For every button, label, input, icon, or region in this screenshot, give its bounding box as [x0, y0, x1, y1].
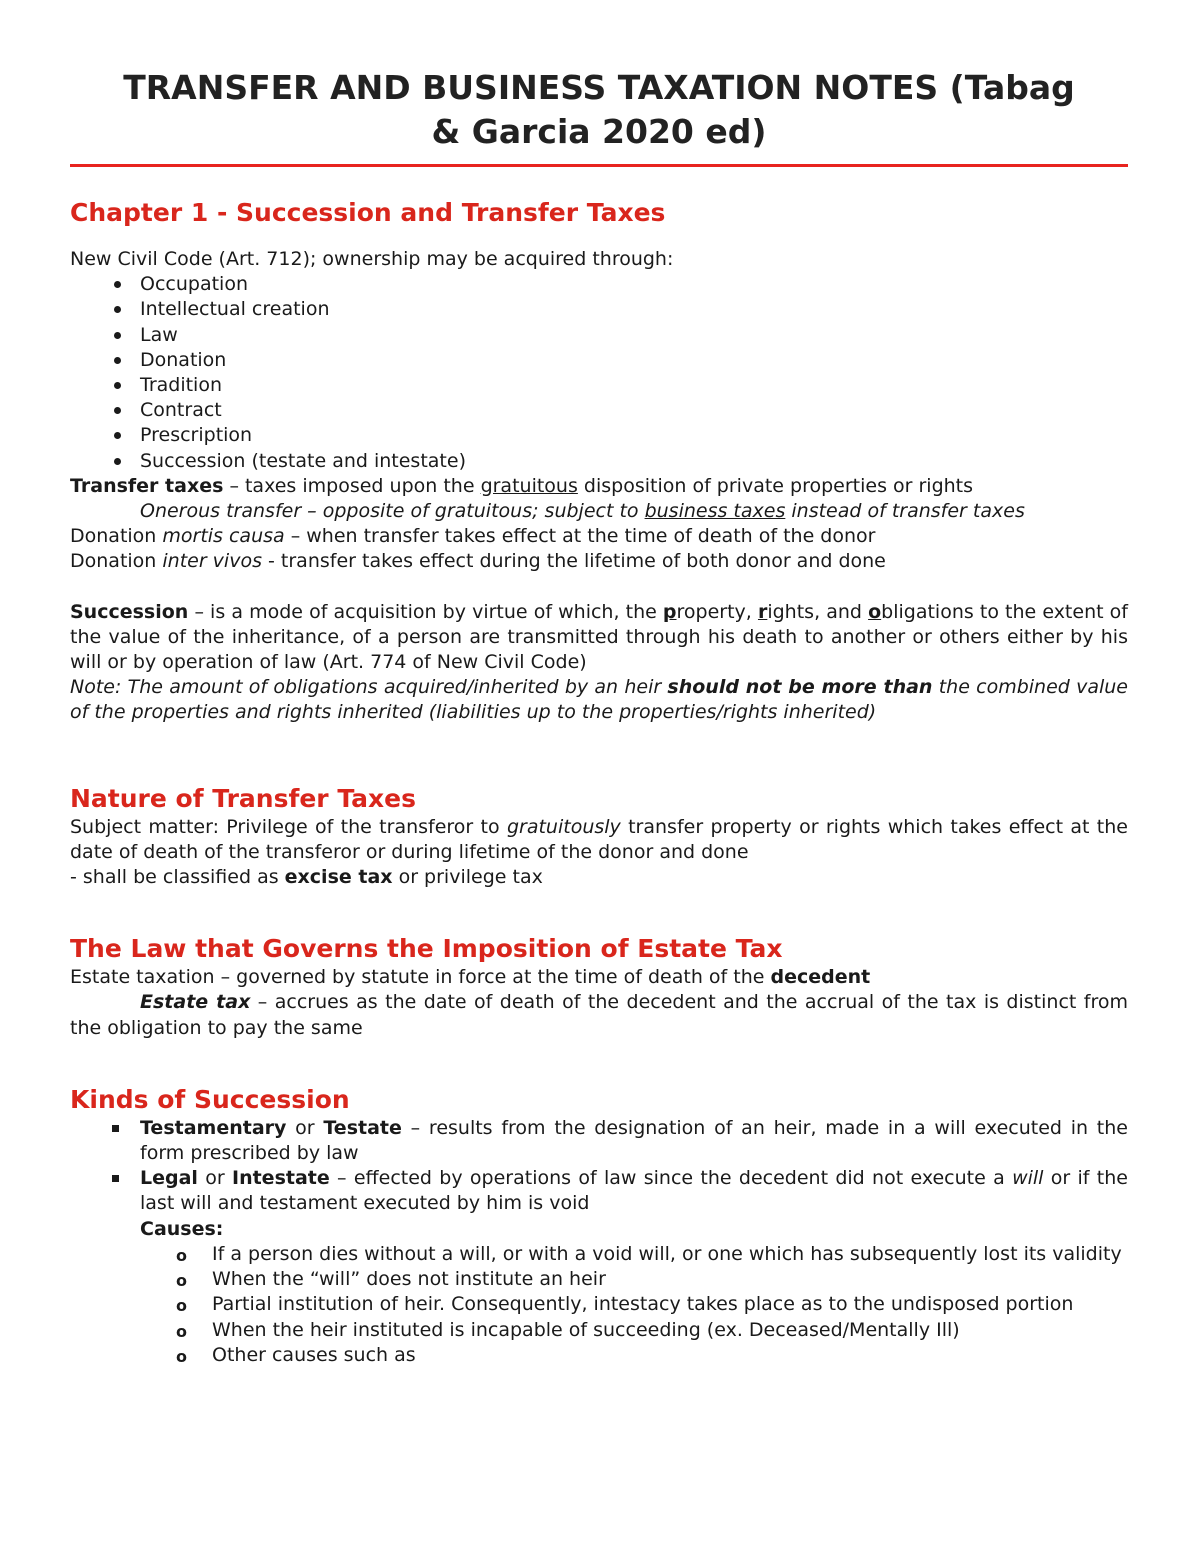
- text: – is a mode of acquisition by virtue of which, the: [188, 600, 663, 623]
- kinds-list: [70, 1116, 1128, 1217]
- bold-text: excise tax: [284, 866, 393, 889]
- term: Testate: [323, 1116, 402, 1139]
- title-line-2: & Garcia 2020 ed): [431, 112, 767, 151]
- text: the combined value of the properties and rights inherited (liabilities up to the properties/rights inherited): [70, 676, 1128, 724]
- transfer-taxes-definition: [70, 474, 1128, 499]
- chapter-1-heading: Chapter 1 - Succession and Transfer Taxes: [70, 198, 666, 227]
- title-rule: [70, 164, 1128, 167]
- list-item: Donation: [70, 348, 1128, 373]
- inter-vivos-definition: [70, 549, 1128, 574]
- text: instead of transfer taxes: [785, 500, 1025, 523]
- term: Estate tax: [140, 991, 251, 1014]
- term: Legal: [140, 1167, 198, 1190]
- title-line-1: TRANSFER AND BUSINESS TAXATION NOTES (Tabag: [123, 68, 1075, 107]
- term: Transfer taxes: [70, 474, 224, 497]
- text: or: [197, 1167, 232, 1190]
- underlined-text: gratuitous: [480, 474, 578, 497]
- underlined-text: business taxes: [644, 500, 786, 523]
- text: transfer property or rights which takes effect at the date of death of the transferor or during lifetime of the donor and done: [70, 815, 1128, 863]
- list-item: o Other causes such as: [70, 1343, 1128, 1368]
- text: – taxes imposed upon the: [223, 474, 481, 497]
- text: Donation: [70, 525, 163, 548]
- list-item: o Partial institution of heir. Consequently, intestacy takes place as to the undisposed portion: [70, 1292, 1128, 1317]
- text: Onerous transfer – opposite of gratuitous; subject to: [140, 500, 645, 523]
- term: Testamentary: [140, 1116, 287, 1139]
- document-title: [70, 66, 1128, 154]
- estate-taxation-text: [70, 965, 1128, 990]
- onerous-transfer-definition: [70, 499, 1128, 524]
- italic-text: inter vivos: [162, 550, 262, 573]
- text: – results from the designation of an heir, made in a will executed in the form prescribed by law: [140, 1116, 1128, 1165]
- nature-classification: [70, 865, 1128, 890]
- underlined-letter: r: [757, 600, 768, 623]
- text: Donation: [70, 550, 163, 573]
- italic-text: will: [1012, 1167, 1044, 1190]
- text: ights, and: [767, 600, 869, 623]
- list-item: [70, 1166, 1128, 1216]
- mortis-causa-definition: [70, 524, 1128, 549]
- causes-label: Causes:: [140, 1217, 224, 1240]
- text: - shall be classified as: [70, 866, 285, 889]
- text: – accrues as the date of death of the decedent and the accrual of the tax is distinct from the obligation to pay the same: [70, 991, 1129, 1039]
- document-page: [70, 66, 1128, 1368]
- list-item: o When the “will” does not institute an heir: [70, 1267, 1128, 1292]
- text: Estate taxation – governed by statute in force at the time of death of the: [70, 966, 771, 989]
- list-item: Contract: [70, 398, 1128, 423]
- bold-text: should not be more than: [667, 676, 933, 699]
- estate-tax-definition: [70, 990, 1128, 1040]
- text: – effected by operations of law since the decedent did not execute a: [329, 1167, 1013, 1190]
- ownership-modes-list: [70, 272, 1128, 474]
- text: or: [286, 1116, 324, 1139]
- text: disposition of private properties or rights: [577, 474, 974, 497]
- list-item: [70, 1116, 1128, 1166]
- kinds-heading: Kinds of Succession: [70, 1084, 350, 1114]
- list-item: Intellectual creation: [70, 297, 1128, 322]
- text: – when transfer takes effect at the time of death of the donor: [284, 525, 876, 548]
- underlined-letter: o: [868, 600, 882, 623]
- list-item: Law: [70, 323, 1128, 348]
- list-item: Succession (testate and intestate): [70, 449, 1128, 474]
- term: Intestate: [232, 1167, 330, 1190]
- law-heading: The Law that Governs the Imposition of Estate Tax: [70, 934, 783, 964]
- text: or if the last will and testament executed by him is void: [140, 1167, 1128, 1215]
- nature-subject-matter: [70, 815, 1128, 865]
- italic-text: gratuitously: [506, 815, 621, 838]
- ownership-intro: New Civil Code (Art. 712); ownership may be acquired through:: [70, 248, 674, 270]
- text: roperty,: [676, 600, 758, 623]
- succession-definition: [70, 600, 1128, 676]
- list-item: Tradition: [70, 373, 1128, 398]
- list-item: o If a person dies without a will, or with a void will, or one which has subsequently lost its validity: [70, 1242, 1128, 1267]
- list-item: Prescription: [70, 423, 1128, 448]
- text: or privilege tax: [392, 866, 543, 889]
- text: Note: The amount of obligations acquired/inherited by an heir: [70, 676, 668, 699]
- text: - transfer takes effect during the lifetime of both donor and done: [261, 550, 886, 573]
- list-item: Occupation: [70, 272, 1128, 297]
- term: Succession: [70, 600, 189, 623]
- nature-heading: Nature of Transfer Taxes: [70, 783, 416, 813]
- list-item: o When the heir instituted is incapable of succeeding (ex. Deceased/Mentally Ill): [70, 1318, 1128, 1343]
- text: Subject matter: Privilege of the transferor to: [70, 815, 507, 838]
- text: bligations to the extent of the value of the inheritance, of a person are transmitted through his death to another or others either by his will or by operation of law (Art. 774 of New Civil Code): [70, 600, 1128, 674]
- spacer: [70, 575, 1128, 600]
- succession-note: [70, 675, 1128, 725]
- bold-text: decedent: [770, 966, 871, 989]
- causes-list: [70, 1242, 1128, 1368]
- italic-text: mortis causa: [162, 525, 285, 548]
- underlined-letter: p: [662, 600, 677, 623]
